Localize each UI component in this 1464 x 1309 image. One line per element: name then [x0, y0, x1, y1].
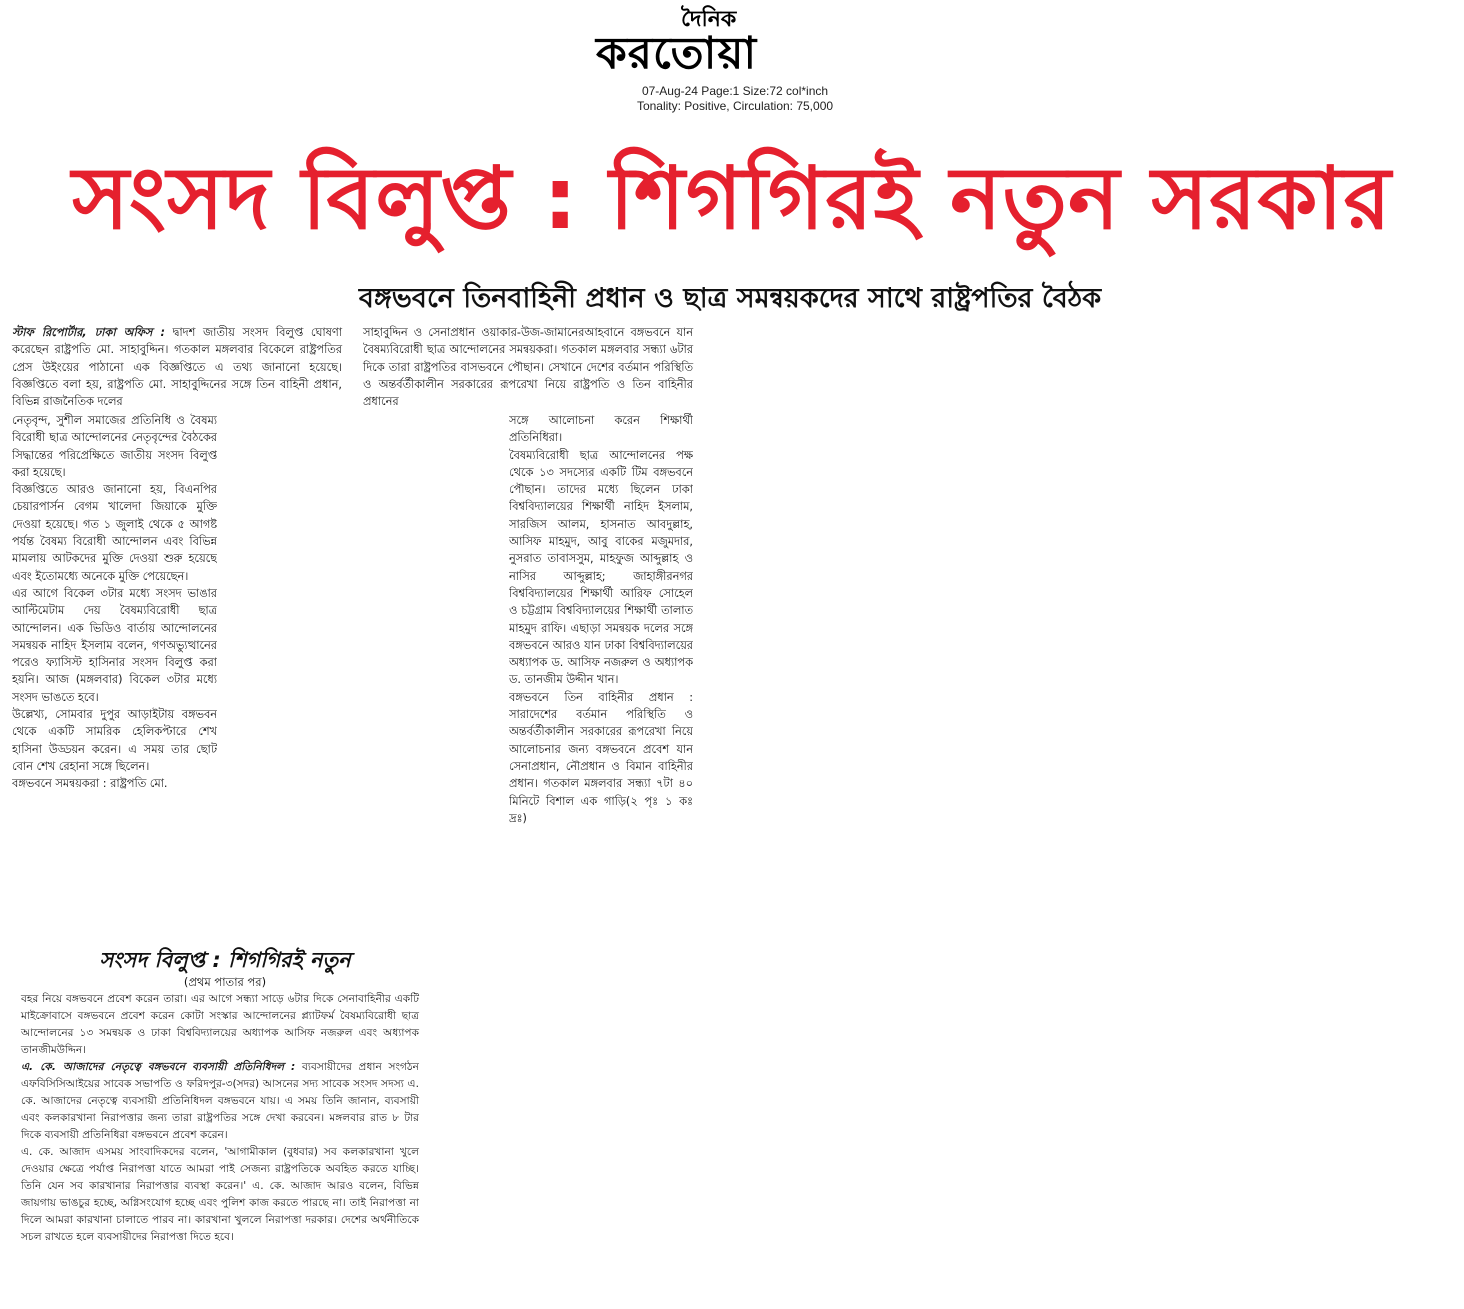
clipping-meta-tonality: Tonality: Positive, Circulation: 75,000	[636, 99, 834, 113]
col1-paragraph: এর আগে বিকেল ৩টার মধ্যে সংসদ ভাঙার আল্টিমেটাম দেয় বৈষম্যবিরোধী ছাত্র আন্দোলন। এক ভিডিও বার্তায় আন্দোলনের সমন্বয়ক নাহিদ ইসলাম বলেন, গণঅভ্যুত্থানের পরেও ফ্যাসিস্ট হাসিনার সংসদ বিলুপ্ত করা হয়নি। আজ (মঙ্গলবার) বিকেল ৩টার মধ্যে সংসদ ভাঙতে হবে।	[12, 586, 217, 704]
continuation-subhead: এ. কে. আজাদের নেতৃত্বে বঙ্গভবনে ব্যবসায়ী প্রতিনিধিদল :	[21, 1061, 296, 1073]
col1-wide-text: দ্বাদশ জাতীয় সংসদ বিলুপ্ত ঘোষণা করেছেন রাষ্ট্রপতি মো. সাহাবুদ্দিন। গতকাল মঙ্গলবার বিকেলে রাষ্ট্রপতির প্রেস উইংয়ের পাঠানো এক বিজ্ঞপ্তিতে এ তথ্য জানানো হয়েছে। বিজ্ঞপ্তিতে বলা হয়, রাষ্ট্রপতি মো. সাহাবুদ্দিনের সঙ্গে তিন বাহিনী প্রধান, বিভিন্ন রাজনৈতিক দলের	[12, 326, 342, 409]
col1-paragraph: বঙ্গভবনে সমন্বয়করা : রাষ্ট্রপতি মো.	[12, 777, 168, 791]
continuation-paragraph: এ. কে. আজাদ এসময় সাংবাদিকদের বলেন, 'আগামীকাল (বুধবার) সব কলকারখানা খুলে দেওয়ার ক্ষেত্রে পর্যাপ্ত নিরাপত্তা যাতে আমরা পাই সেজন্য রাষ্ট্রপতিকে অবহিত করতে যাচ্ছি। তিনি যেন সব কারখানার নিরাপত্তার ব্যবস্থা করেন।' এ. কে. আজাদ আরও বলেন, বিভিন্ন জায়গায় ভাঙচুর হচ্ছে, অগ্নিসংযোগ হচ্ছে এবং পুলিশ কাজ করতে পারছে না। তাই নিরাপত্তা না দিলে আমরা কারখানা চালাতে পারব না। কারখানা খুললে নিরাপত্তা দরকার। দেশের অর্থনীতিকে সচল রাখতে হলে ব্যবসায়ীদের নিরাপত্তা দিতে হবে।	[21, 1146, 419, 1243]
col2-paragraph: সঙ্গে আলোচনা করেন শিক্ষার্থী প্রতিনিধিরা।	[509, 414, 693, 445]
col1-paragraph: উল্লেখ্য, সোমবার দুপুর আড়াইটায় বঙ্গভবন থেকে একটি সামরিক হেলিকপ্টারে শেখ হাসিনা উড্ডয়ন করেন। এ সময় তার ছোট বোন শেখ রেহানা সঙ্গে ছিলেন।	[12, 708, 217, 773]
col1-narrow	[12, 412, 217, 890]
col1-paragraph: নেতৃবৃন্দ, সুশীল সমাজের প্রতিনিধি ও বৈষম্য বিরোধী ছাত্র আন্দোলনের নেতৃবৃন্দের বৈঠকের সিদ্ধান্তের পরিপ্রেক্ষিতে জাতীয় সংসদ বিলুপ্ত করা হয়েছে।	[12, 414, 217, 479]
continuation-paragraph-text: ব্যবসায়ীদের প্রধান সংগঠন এফবিসিসিআইয়ের সাবেক সভাপতি ও ফরিদপুর-৩(সদর) আসনের সদ্য সাবেক সংসদ সদস্য এ. কে. আজাদের নেতৃত্বে ব্যবসায়ী প্রতিনিধিদল বঙ্গভবনে যায়। এ সময় তিনি জানান, ব্যবসায়ী এবং কলকারখানা নিরাপত্তার জন্য তারা রাষ্ট্রপতির সঙ্গে দেখা করবেন। মঙ্গলবার রাত ৮ টার দিকে ব্যবসায়ী প্রতিনিধিরা বঙ্গভবনে প্রবেশ করেন।	[21, 1061, 419, 1141]
continuation-body	[21, 991, 419, 1246]
headline: সংসদ বিলুপ্ত : শিগগিরই নতুন সরকার	[72, 149, 1392, 249]
masthead-logo: করতোয়া	[596, 28, 758, 79]
col2-paragraph: বঙ্গভবনে তিন বাহিনীর প্রধান : সারাদেশের বর্তমান পরিস্থিতি ও অন্তর্বর্তীকালীন সরকারের রূপরেখা নিয়ে আলোচনার জন্য বঙ্গভবনে প্রবেশ যান সেনাপ্রধান, নৌপ্রধান ও বিমান বাহিনীর প্রধান। গতকাল মঙ্গলবার সন্ধ্যা ৭টা ৪০ মিনিটে বিশাল এক গাড়ি(২ পৃঃ ১ কঃ দ্রঃ)	[509, 690, 693, 825]
continuation-title: সংসদ বিলুপ্ত : শিগগিরই নতুন	[99, 948, 351, 972]
continuation-paragraph-business	[21, 1059, 419, 1144]
byline: স্টাফ রিপোর্টার, ঢাকা অফিস :	[12, 326, 165, 339]
continuation-paragraph: বহর নিয়ে বঙ্গভবনে প্রবেশ করেন তারা। এর আগে সন্ধ্যা সাড়ে ৬টার দিকে সেনাবাহিনীর একটি মাইক্রোবাসে বঙ্গভবনে প্রবেশ করেন কোটা সংস্কার আন্দোলনের প্ল্যাটফর্ম বৈষম্যবিরোধী ছাত্র আন্দোলনের ১৩ সমন্বয়ক ও ঢাকা বিশ্ববিদ্যালয়ের অধ্যাপক আসিফ নজরুল এবং অধ্যাপক তানজীমউদ্দিন।	[21, 993, 419, 1056]
clipping-meta-date: 07-Aug-24 Page:1 Size:72 col*inch	[641, 84, 829, 98]
continuation-subtitle: (প্রথম পাতার পর)	[183, 975, 267, 989]
subheadline: বঙ্গভবনে তিনবাহিনী প্রধান ও ছাত্র সমন্বয়কদের সাথে রাষ্ট্রপতির বৈঠক	[358, 283, 1102, 314]
col2-wide-paragraph: সাহাবুদ্দিন ও সেনাপ্রধান ওয়াকার-উজ-জামানেরআহবানে বঙ্গভবনে যান বৈষম্যবিরোধী ছাত্র আন্দোলনের সমন্বয়করা। গতকাল মঙ্গলবার সন্ধ্যা ৬টার দিকে তারা রাষ্ট্রপতির বাসভবনে পৌছান। সেখানে দেশের বর্তমান পরিস্থিতি ও অন্তর্বর্তীকালীন সরকারের রূপরেখা নিয়ে রাষ্ট্রপতি ও তিন বাহিনীর প্রধানের	[363, 326, 693, 409]
masthead-small-logo: দৈনিক	[681, 7, 737, 32]
col2-narrow	[509, 412, 693, 890]
col2-paragraph: বৈষম্যবিরোধী ছাত্র আন্দোলনের পক্ষ থেকে ১৩ সদস্যের একটি টিম বঙ্গভবনে পৌছান। তাদের মধ্যে ছিলেন ঢাকা বিশ্ববিদ্যালয়ের শিক্ষার্থী নাহিদ ইসলাম, সারজিস আলম, হাসনাত আবদুল্লাহ, আসিফ মাহমুদ, আবু বাকের মজুমদার, নুসরাত তাবাসসুম, মাহফুজ আব্দুল্লাহ ও নাসির আব্দুল্লাহ; জাহাঙ্গীরনগর বিশ্ববিদ্যালয়ের শিক্ষার্থী আরিফ সোহেল ও চট্টগ্রাম বিশ্ববিদ্যালয়ের শিক্ষার্থী তালাত মাহমুদ রাফি। এছাড়া সমন্বয়ক দলের সঙ্গে বঙ্গভবনে আরও যান ঢাকা বিশ্ববিদ্যালয়ের অধ্যাপক ড. আসিফ নজরুল ও অধ্যাপক ড. তানজীম উদ্দীন খান।	[509, 448, 693, 687]
col1-wide-paragraph	[12, 324, 342, 410]
col1-paragraph: বিজ্ঞপ্তিতে আরও জানানো হয়, বিএনপির চেয়ারপার্সন বেগম খালেদা জিয়াকে মুক্তি দেওয়া হয়েছে। গত ১ জুলাই থেকে ৫ আগষ্ট পর্যন্ত বৈষম্য বিরোধী আন্দোলন এবং বিভিন্ন মামলায় আটকদের মুক্তি দেওয়া শুরু হয়েছে এবং ইতোমধ্যে অনেকে মুক্তি পেয়েছেন।	[12, 483, 217, 583]
